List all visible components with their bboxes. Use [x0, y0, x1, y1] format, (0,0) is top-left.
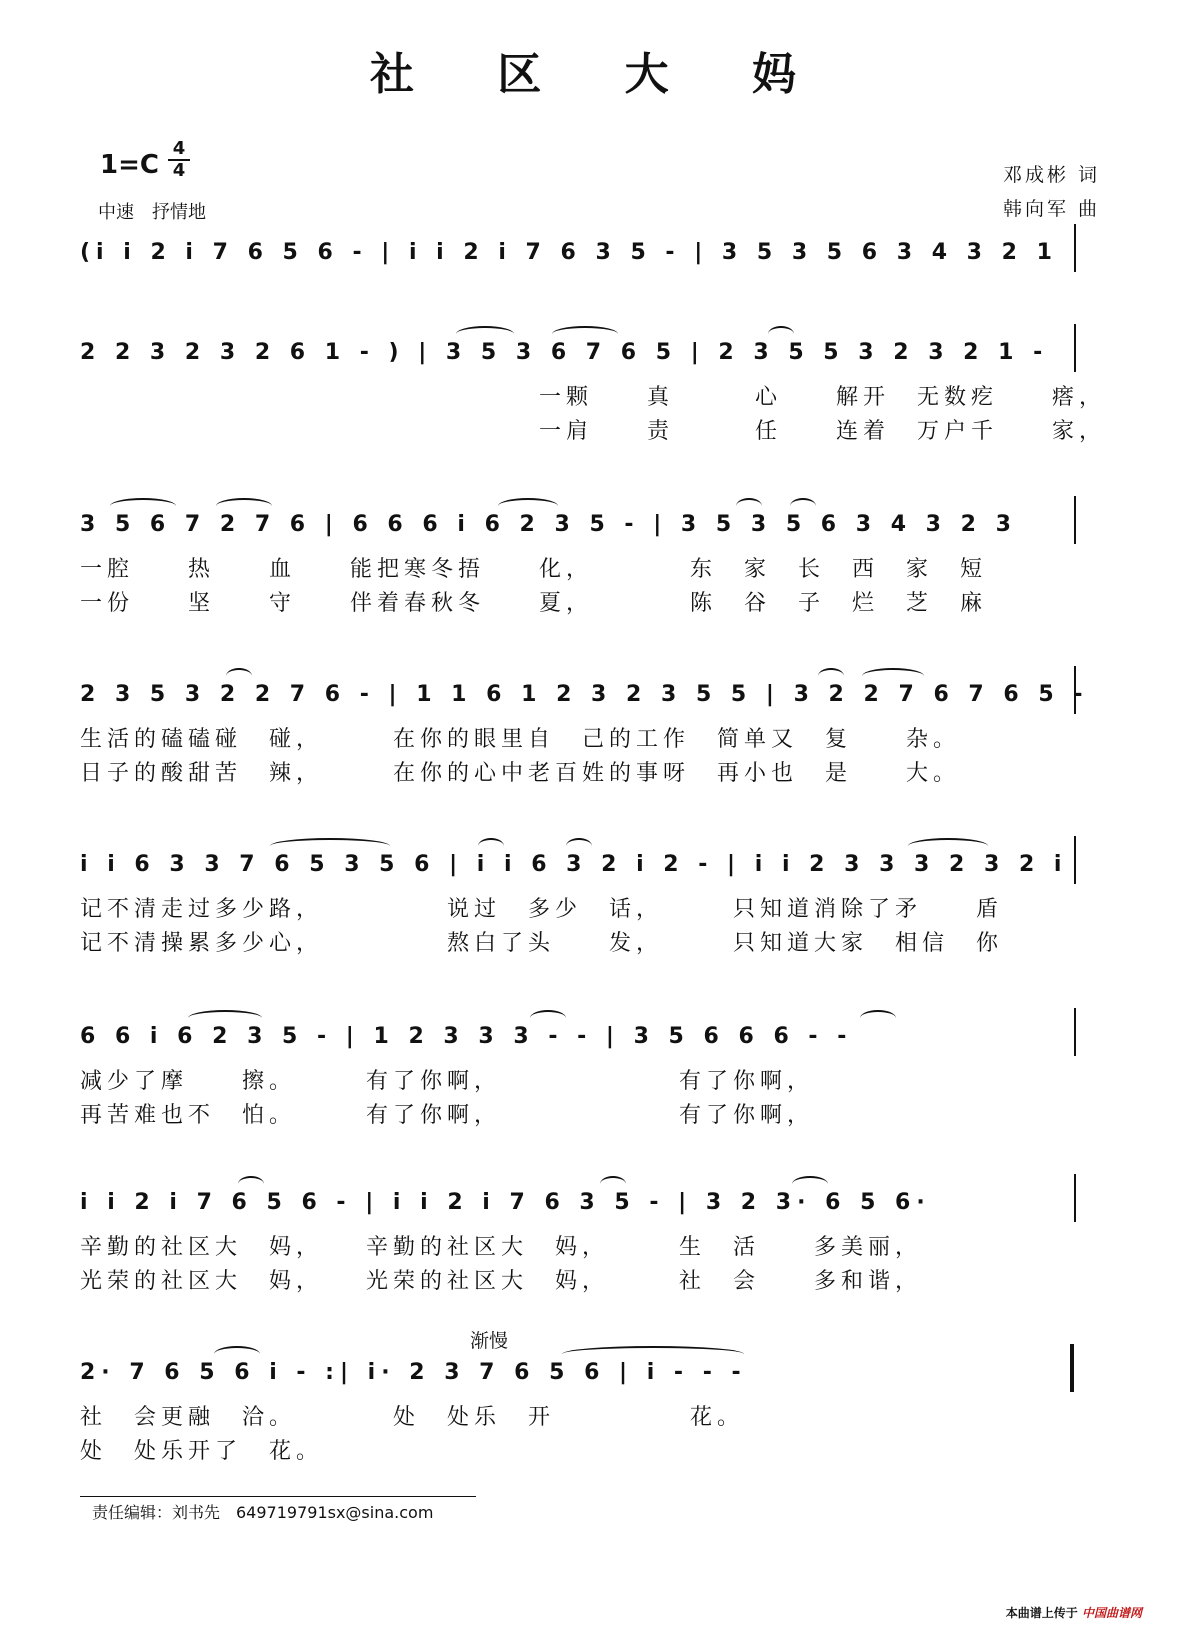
lyric-verse-2: 光荣的社区大 妈， 光荣的社区大 妈， 社 会 多和谐，	[80, 1269, 923, 1294]
notation-line: 6 6 i 6 2 3 5 - | 1 2 3 3 3 - - | 3 5 6 6 6 - -	[80, 1024, 853, 1049]
barline	[1074, 224, 1076, 272]
song-title: 社 区 大 妈	[370, 49, 830, 100]
notation-line: 2 3 5 3 2 2 7 6 - | 1 1 6 1 2 3 2 3 5 5 | 3 2 2 7 6 7 6 5 -	[80, 682, 1089, 707]
barline	[1074, 1008, 1076, 1056]
notation-line: i i 6 3 3 7 6 5 3 5 6 | i i 6 3 2 i 2 - | i i 2 3 3 3 2 3 2 i	[80, 852, 1068, 877]
notation-line: 3 5 6 7 2 7 6 | 6 6 6 i 6 2 3 5 - | 3 5 3 5 6 3 4 3 2 3	[80, 512, 1017, 537]
barline	[1074, 836, 1076, 884]
lyric-verse-2: 日子的酸甜苦 辣， 在你的心中老百姓的事呀 再小也 是 大。	[80, 761, 961, 786]
lyric-verse-1: 辛勤的社区大 妈， 辛勤的社区大 妈， 生 活 多美丽，	[80, 1235, 923, 1260]
lyric-verse-2: 一份 坚 守 伴着春秋冬 夏， 陈 谷 子 烂 芝 麻	[80, 591, 988, 616]
lyric-verse-1: 生活的磕磕碰 碰， 在你的眼里自 己的工作 简单又 复 杂。	[80, 727, 961, 752]
lyric-verse-1: 社 会更融 洽。 处 处乐 开 花。	[80, 1405, 745, 1430]
notation-line: 2 2 3 2 3 2 6 1 - ) | 3 5 3 6 7 6 5 | 2 3 5 5 3 2 3 2 1 -	[80, 340, 1049, 365]
lyric-verse-1: 一颗 真 心 解开 无数疙 瘩，	[80, 385, 1107, 410]
tempo-change-annotation: 渐慢	[470, 1330, 509, 1352]
barline	[1074, 1174, 1076, 1222]
editor-credit: 责任编辑：刘书先 649719791sx@sina.com	[92, 1503, 434, 1522]
final-barline	[1070, 1344, 1074, 1392]
lyric-verse-2: 记不清操累多少心， 熬白了头 发， 只知道大家 相信 你	[80, 931, 1004, 956]
lyric-verse-2: 再苦难也不 怕。 有了你啊， 有了你啊，	[80, 1103, 815, 1128]
barline	[1074, 496, 1076, 544]
tempo-marking: 中速 抒情地	[98, 202, 206, 223]
meter-top: 4	[172, 138, 186, 159]
upload-credit	[1006, 1604, 1142, 1621]
time-signature	[168, 140, 190, 180]
key-signature: 1=C	[100, 150, 159, 180]
site-logo-text: 中国曲谱网	[1081, 1606, 1142, 1620]
lyricist: 邓成彬 词	[1002, 164, 1100, 186]
lyric-verse-1: 减少了摩 擦。 有了你啊， 有了你啊，	[80, 1069, 815, 1094]
notation-line: 2· 7 6 5 6 i - :| i· 2 3 7 6 5 6 | i - - -	[80, 1360, 747, 1385]
barline	[1074, 666, 1076, 714]
lyric-verse-1: 一腔 热 血 能把寒冬捂 化， 东 家 长 西 家 短	[80, 557, 988, 582]
composer: 韩向军 曲	[1002, 198, 1100, 220]
lyric-verse-2: 一肩 责 任 连着 万户千 家，	[80, 419, 1107, 444]
lyric-verse-1: 记不清走过多少路， 说过 多少 话， 只知道消除了矛 盾	[80, 897, 1004, 922]
barline	[1074, 324, 1076, 372]
notation-line: (i i 2 i 7 6 5 6 - | i i 2 i 7 6 3 5 - | 3 5 3 5 6 3 4 3 2 1	[80, 240, 1058, 265]
meter-bottom: 4	[172, 160, 186, 181]
upload-credit-prefix: 本曲谱上传于	[1005, 1606, 1078, 1620]
notation-line: i i 2 i 7 6 5 6 - | i i 2 i 7 6 3 5 - | 3 2 3· 6 5 6·	[80, 1190, 931, 1215]
lyric-verse-2: 处 处乐开了 花。	[80, 1439, 324, 1464]
